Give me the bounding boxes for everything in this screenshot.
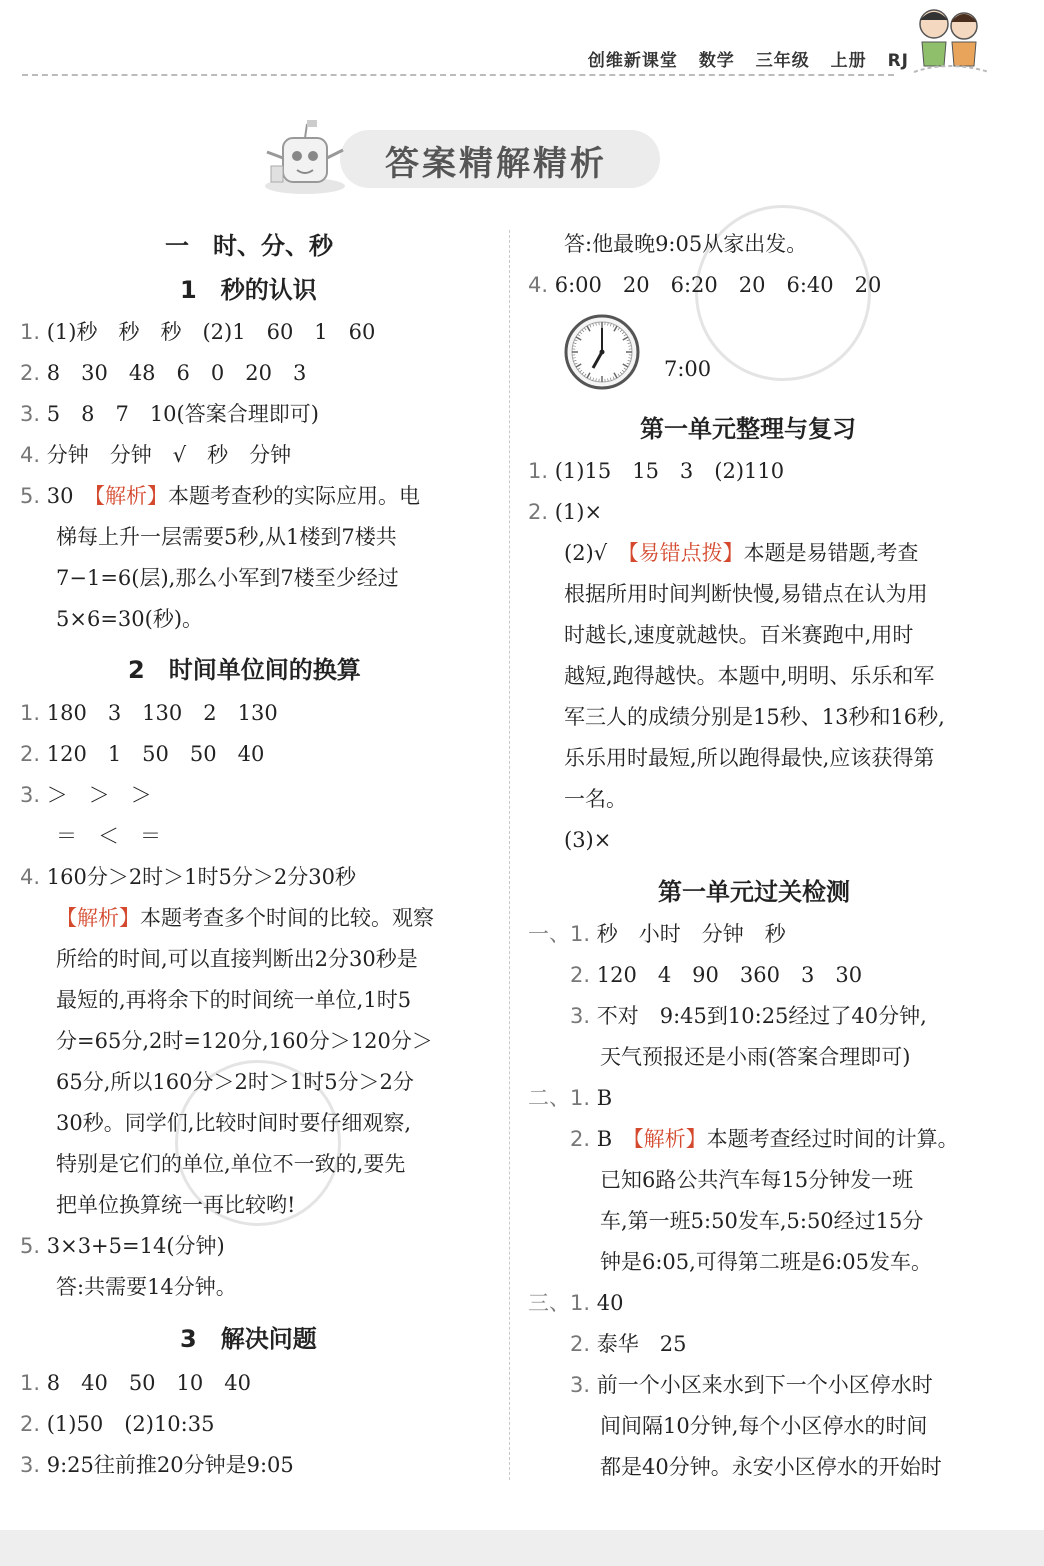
answer-text: 一名。	[564, 787, 627, 811]
answer-line	[570, 1371, 933, 1399]
kids-illustration	[904, 2, 994, 82]
section-heading	[165, 232, 333, 260]
answer-line	[564, 621, 913, 649]
section-heading	[180, 276, 317, 304]
question-number: 4.	[20, 865, 41, 889]
answer-line	[56, 1027, 433, 1055]
grade: 三年级	[755, 51, 810, 71]
answer-line	[56, 523, 397, 551]
answer-line	[20, 699, 278, 727]
answer-line	[20, 1410, 214, 1438]
answer-line	[20, 781, 152, 809]
answer-line	[20, 1451, 294, 1479]
answer-text: 2 时间单位间的换算	[128, 656, 361, 684]
answer-text: (2)√	[564, 541, 629, 565]
answer-text: 钟是6:05,可得第二班是6:05发车。	[600, 1250, 932, 1274]
answer-text: 30	[46, 484, 95, 508]
answer-text: 根据所用时间判断快慢,易错点在认为用	[564, 582, 928, 606]
answer-line	[564, 580, 928, 608]
answer-text: 第一单元过关检测	[658, 878, 850, 906]
question-number: 2.	[570, 1332, 591, 1356]
question-number: 2.	[570, 963, 591, 987]
answer-line	[56, 1150, 405, 1178]
answer-text: 越短,跑得越快。本题中,明明、乐乐和军	[564, 664, 935, 688]
answer-text: 本题考查秒的实际应用。电	[167, 484, 420, 508]
answer-text: 前一个小区来水到下一个小区停水时	[596, 1373, 933, 1397]
answer-line	[600, 1412, 927, 1440]
answer-text: 30秒。同学们,比较时间时要仔细观察,	[56, 1111, 412, 1135]
answer-line	[56, 1191, 295, 1219]
answer-line	[528, 920, 786, 948]
answer-text: 车,第一班5:50发车,5:50经过15分	[600, 1209, 924, 1233]
answer-line	[600, 1043, 910, 1071]
section-heading	[640, 415, 856, 443]
analysis-tag: 【解析】	[56, 906, 140, 930]
page-footer-band	[0, 1530, 1044, 1566]
question-number: 1.	[20, 1371, 41, 1395]
question-number: 3.	[20, 402, 41, 426]
answer-line	[570, 1125, 959, 1153]
question-number: 4.	[20, 443, 41, 467]
header-rule	[22, 74, 894, 76]
answer-line	[20, 863, 356, 891]
answer-text: ＝ ＜ ＝	[56, 824, 161, 848]
answer-text: 泰华 25	[596, 1332, 687, 1356]
answer-text: 都是40分钟。永安小区停水的开始时	[600, 1455, 942, 1479]
answer-line	[20, 400, 319, 428]
answer-text: 3×3+5=14(分钟)	[46, 1234, 225, 1258]
subject: 数学	[698, 51, 735, 71]
answer-text: B	[596, 1086, 613, 1110]
answer-text: 秒 小时 分钟 秒	[596, 922, 786, 946]
volume: 上册	[830, 51, 867, 71]
answer-text: 一 时、分、秒	[165, 232, 333, 260]
answer-text: 答:他最晚9:05从家出发。	[564, 232, 808, 256]
question-number: 3.	[20, 783, 41, 807]
page-header	[0, 0, 1044, 100]
answer-text: 第一单元整理与复习	[640, 415, 856, 443]
question-number: 4.	[528, 273, 549, 297]
question-number: 5.	[20, 1234, 41, 1258]
answer-line	[564, 785, 627, 813]
answer-text: 把单位换算统一再比较哟!	[56, 1193, 296, 1217]
answer-line	[564, 703, 945, 731]
answer-text: 7−1=6(层),那么小军到7楼至少经过	[56, 566, 399, 590]
answer-line	[564, 539, 918, 567]
answer-line	[20, 318, 375, 346]
question-number: 2.	[20, 361, 41, 385]
edition: RJ	[887, 51, 909, 71]
answer-text: 9:25往前推20分钟是9:05	[46, 1453, 294, 1477]
answer-text: 间间隔10分钟,每个小区停水的时间	[600, 1414, 928, 1438]
question-number: 3.	[570, 1004, 591, 1028]
answer-text: 军三人的成绩分别是15秒、13秒和16秒,	[564, 705, 945, 729]
question-number: 1.	[20, 320, 41, 344]
answer-line	[600, 1453, 942, 1481]
clock-icon	[563, 313, 641, 391]
question-number: 2.	[20, 742, 41, 766]
section-heading	[180, 1325, 317, 1353]
answer-line	[56, 1273, 237, 1301]
answer-text: 8 40 50 10 40	[46, 1371, 251, 1395]
answer-line	[56, 564, 399, 592]
answer-text: 本题考查经过时间的计算。	[706, 1127, 959, 1151]
answer-text: (3)×	[564, 828, 612, 852]
answer-line	[528, 498, 602, 526]
answer-line	[528, 457, 784, 485]
answer-text: 最短的,再将余下的时间统一单位,1时5	[56, 988, 412, 1012]
question-number: 3.	[570, 1373, 591, 1397]
question-number: 3.	[20, 1453, 41, 1477]
answer-text: (1)×	[554, 500, 603, 524]
answer-line	[528, 1084, 612, 1112]
answer-text: 梯每上升一层需要5秒,从1楼到7楼共	[56, 525, 397, 549]
question-number: 2.	[20, 1412, 41, 1436]
answer-line	[600, 1166, 913, 1194]
answer-line	[528, 1289, 623, 1317]
answer-line	[56, 822, 161, 850]
answer-text: 时越长,速度就越快。百米赛跑中,用时	[564, 623, 914, 647]
answer-text: 120 1 50 50 40	[46, 742, 265, 766]
answer-line	[20, 482, 420, 510]
answer-text: 6:00 20 6:20 20 6:40 20	[554, 273, 882, 297]
answer-line	[600, 1207, 923, 1235]
question-number: 5.	[20, 484, 41, 508]
answer-text: 5 8 7 10(答案合理即可)	[46, 402, 319, 426]
answer-line	[564, 744, 934, 772]
question-number: 2.	[570, 1127, 591, 1151]
answer-text: 180 3 130 2 130	[46, 701, 278, 725]
answer-line	[20, 1232, 225, 1260]
answer-text: (1)15 15 3 (2)110	[554, 459, 785, 483]
answer-text: B	[596, 1127, 634, 1151]
robot-mascot-icon	[245, 118, 355, 198]
answer-line	[56, 1068, 414, 1096]
title-banner	[245, 118, 665, 198]
answer-line	[570, 961, 862, 989]
section-heading	[658, 878, 850, 906]
answer-text: (1)秒 秒 秒 (2)1 60 1 60	[46, 320, 376, 344]
answer-text: 160分＞2时＞1时5分＞2分30秒	[46, 865, 356, 889]
answer-text: 不对 9:45到10:25经过了40分钟,	[596, 1004, 927, 1028]
answer-text: 答:共需要14分钟。	[56, 1275, 237, 1299]
answer-text: ＞ ＞ ＞	[46, 783, 152, 807]
answer-line	[20, 441, 291, 469]
answer-text: 3 解决问题	[180, 1325, 317, 1353]
answer-text: 乐乐用时最短,所以跑得最快,应该获得第	[564, 746, 935, 770]
answer-line	[56, 986, 411, 1014]
answer-text: 分=65分,2时=120分,160分＞120分＞	[56, 1029, 433, 1053]
header-text	[588, 46, 909, 71]
brand-name: 创维新课堂	[587, 51, 678, 71]
answer-line	[564, 662, 934, 690]
answer-text: 5×6=30(秒)。	[56, 607, 204, 631]
answer-text: 40	[596, 1291, 624, 1315]
answer-line	[56, 904, 434, 932]
answer-line	[20, 740, 264, 768]
answer-line	[20, 359, 306, 387]
answer-text: 本题考查多个时间的比较。观察	[140, 906, 434, 930]
question-number: 三、1.	[528, 1291, 591, 1315]
question-number: 一、1.	[528, 922, 591, 946]
analysis-tag: 【解析】	[633, 1127, 707, 1151]
analysis-tag: 【解析】	[94, 484, 168, 508]
answer-text: 分钟 分钟 √ 秒 分钟	[46, 443, 292, 467]
answer-text: 所给的时间,可以直接判断出2分30秒是	[56, 947, 418, 971]
answer-line	[664, 355, 711, 383]
answer-line	[56, 605, 203, 633]
answer-text: (1)50 (2)10:35	[46, 1412, 215, 1436]
answer-line	[570, 1002, 927, 1030]
answer-line	[570, 1330, 686, 1358]
answer-text: 已知6路公共汽车每15分钟发一班	[600, 1168, 914, 1192]
answer-text: 本题是易错题,考查	[743, 541, 919, 565]
answer-text: 65分,所以160分＞2时＞1时5分＞2分	[56, 1070, 414, 1094]
section-heading	[128, 656, 361, 684]
question-number: 1.	[20, 701, 41, 725]
answer-text: 1 秒的认识	[180, 276, 317, 304]
question-number: 二、1.	[528, 1086, 591, 1110]
answer-line	[564, 826, 611, 854]
question-number: 1.	[528, 459, 549, 483]
answer-text: 天气预报还是小雨(答案合理即可)	[600, 1045, 911, 1069]
answer-line	[20, 1369, 251, 1397]
answer-line	[528, 271, 881, 299]
column-divider	[509, 230, 510, 1480]
answer-line	[56, 1109, 411, 1137]
answer-line	[600, 1248, 932, 1276]
analysis-tag: 【易错点拨】	[628, 541, 744, 565]
question-number: 2.	[528, 500, 549, 524]
answer-line	[56, 945, 418, 973]
answer-text: 7:00	[664, 357, 712, 381]
answer-text: 120 4 90 360 3 30	[596, 963, 863, 987]
answer-text: 特别是它们的单位,单位不一致的,要先	[56, 1152, 406, 1176]
answer-line	[564, 230, 807, 258]
page-title: 答案精解精析	[385, 144, 607, 184]
answer-text: 8 30 48 6 0 20 3	[46, 361, 307, 385]
